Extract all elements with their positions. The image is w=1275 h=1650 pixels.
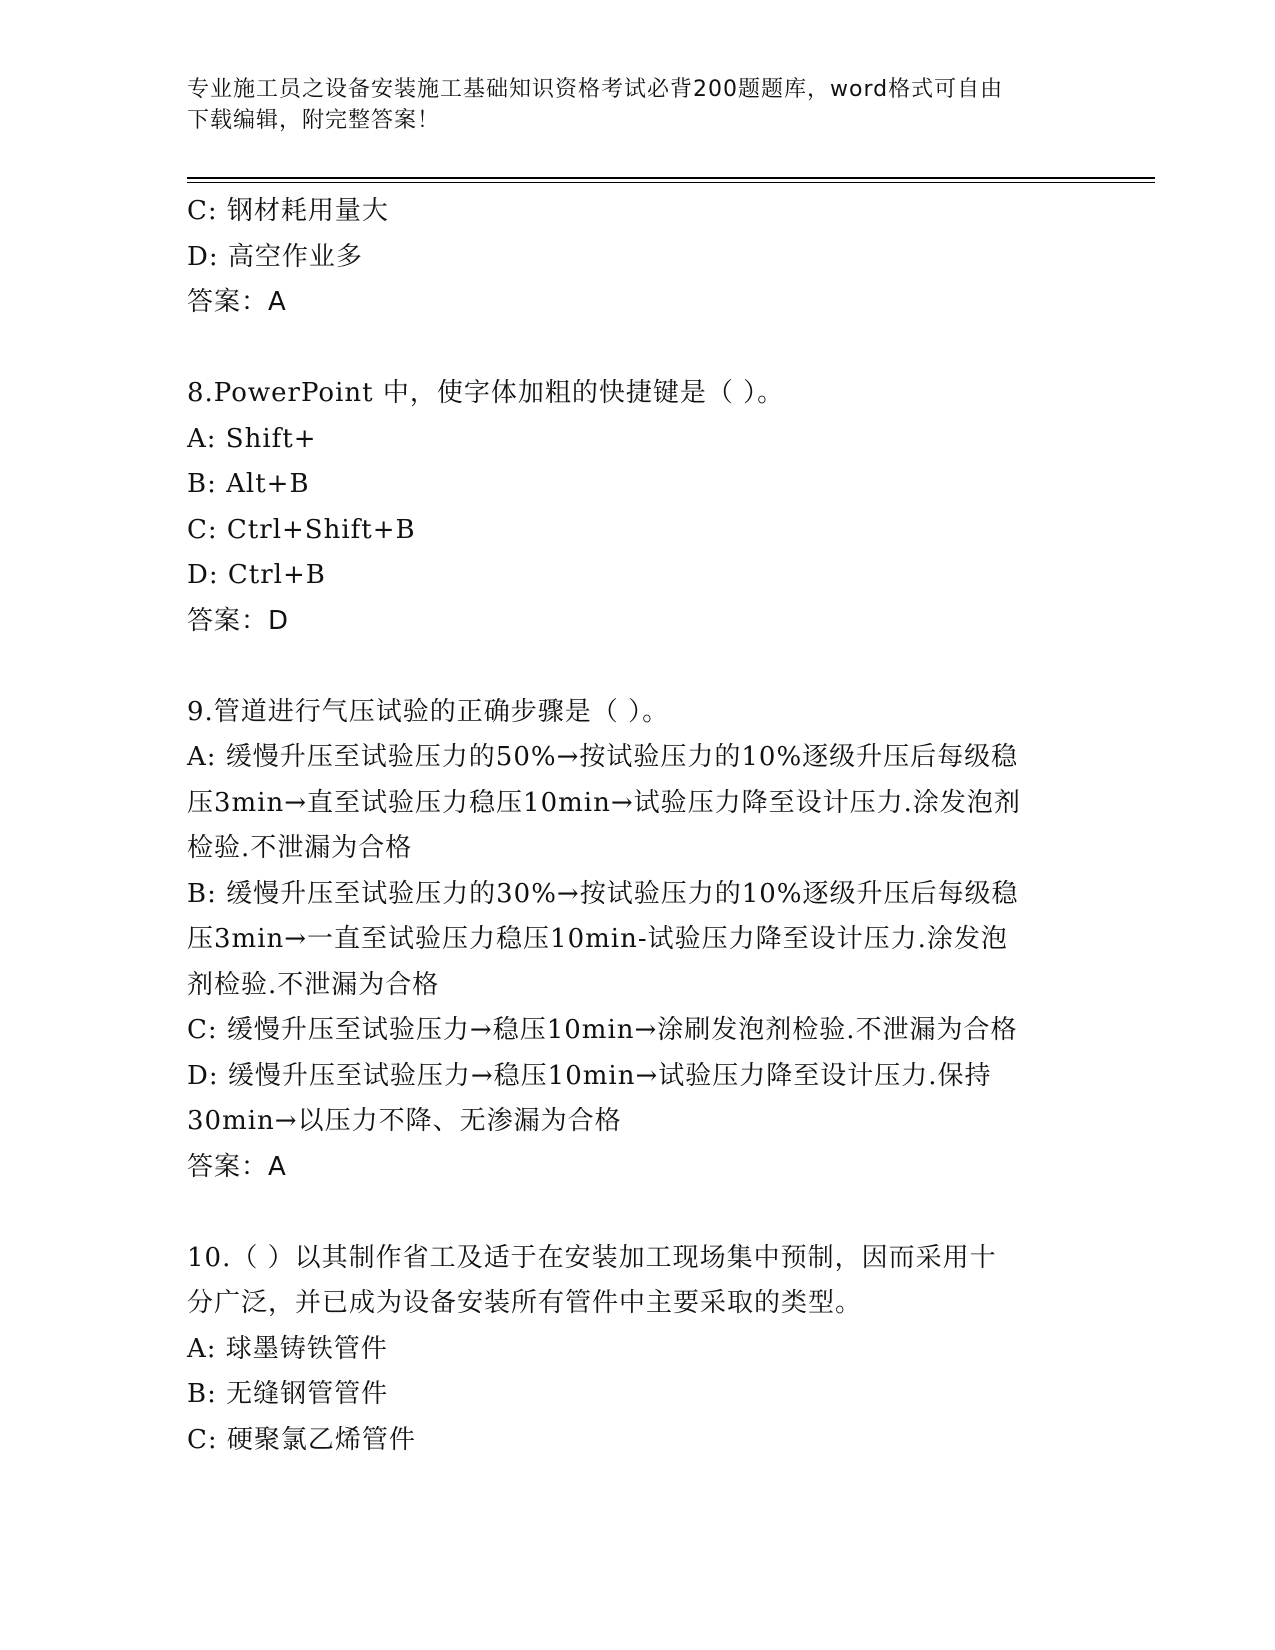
header-line-1: 专业施工员之设备安装施工基础知识资格考试必背200题题库，word格式可自由 xyxy=(187,77,1004,102)
header-line-2: 下载编辑，附完整答案！ xyxy=(187,108,441,133)
option-a-line-1: A: 缓慢升压至试验压力的50%→按试验压力的10%逐级升压后每级稳 xyxy=(187,742,1019,772)
header-divider-thin xyxy=(187,182,1155,183)
question-stem: 8.PowerPoint 中，使字体加粗的快捷键是（ ）。 xyxy=(187,378,785,408)
option-a-line-2: 压3min→直至试验压力稳压10min→试验压力降至设计压力.涂发泡剂 xyxy=(187,787,1021,818)
answer-line: 答案：D xyxy=(187,605,290,636)
option-b-line-2: 压3min→一直至试验压力稳压10min-试验压力降至设计压力.涂发泡 xyxy=(187,924,1008,954)
answer-line: 答案：A xyxy=(187,287,287,317)
option-b-line-1: B: 缓慢升压至试验压力的30%→按试验压力的10%逐级升压后每级稳 xyxy=(187,878,1019,909)
option-c: C: 钢材耗用量大 xyxy=(187,196,389,226)
spacer xyxy=(187,644,1087,690)
option-c: C: 硬聚氯乙烯管件 xyxy=(187,1424,416,1455)
option-a: A: Shift+ xyxy=(187,423,317,454)
option-c: C: Ctrl+Shift+B xyxy=(187,514,416,545)
question-10 xyxy=(187,1236,1087,1464)
question-stem-line-1: 10.（ ）以其制作省工及适于在安装加工现场集中预制，因而采用十 xyxy=(187,1242,997,1273)
page-header xyxy=(187,74,1067,136)
option-a-line-3: 检验.不泄漏为合格 xyxy=(187,833,413,863)
option-d-line-2: 30min→以压力不降、无渗漏为合格 xyxy=(187,1106,622,1136)
header-divider-thick xyxy=(187,177,1155,179)
question-8 xyxy=(187,371,1087,644)
question-9 xyxy=(187,690,1087,1191)
question-stem: 9.管道进行气压试验的正确步骤是（ ）。 xyxy=(187,696,670,727)
answer-line: 答案：A xyxy=(187,1151,287,1182)
option-d: D: Ctrl+B xyxy=(187,560,326,590)
option-d: D: 高空作业多 xyxy=(187,241,363,272)
question-list xyxy=(187,189,1087,1463)
option-c: C: 缓慢升压至试验压力→稳压10min→涂刷发泡剂检验.不泄漏为合格 xyxy=(187,1015,1018,1045)
option-d-line-1: D: 缓慢升压至试验压力→稳压10min→试验压力降至设计压力.保持 xyxy=(187,1060,992,1091)
question-7 xyxy=(187,189,1087,326)
option-a: A: 球墨铸铁管件 xyxy=(187,1333,388,1364)
option-b-line-3: 剂检验.不泄漏为合格 xyxy=(187,969,440,1000)
option-b: B: 无缝钢管管件 xyxy=(187,1379,389,1409)
spacer xyxy=(187,326,1087,372)
question-stem-line-2: 分广泛，并已成为设备安装所有管件中主要采取的类型。 xyxy=(187,1288,863,1318)
spacer xyxy=(187,1190,1087,1236)
option-b: B: Alt+B xyxy=(187,469,310,499)
